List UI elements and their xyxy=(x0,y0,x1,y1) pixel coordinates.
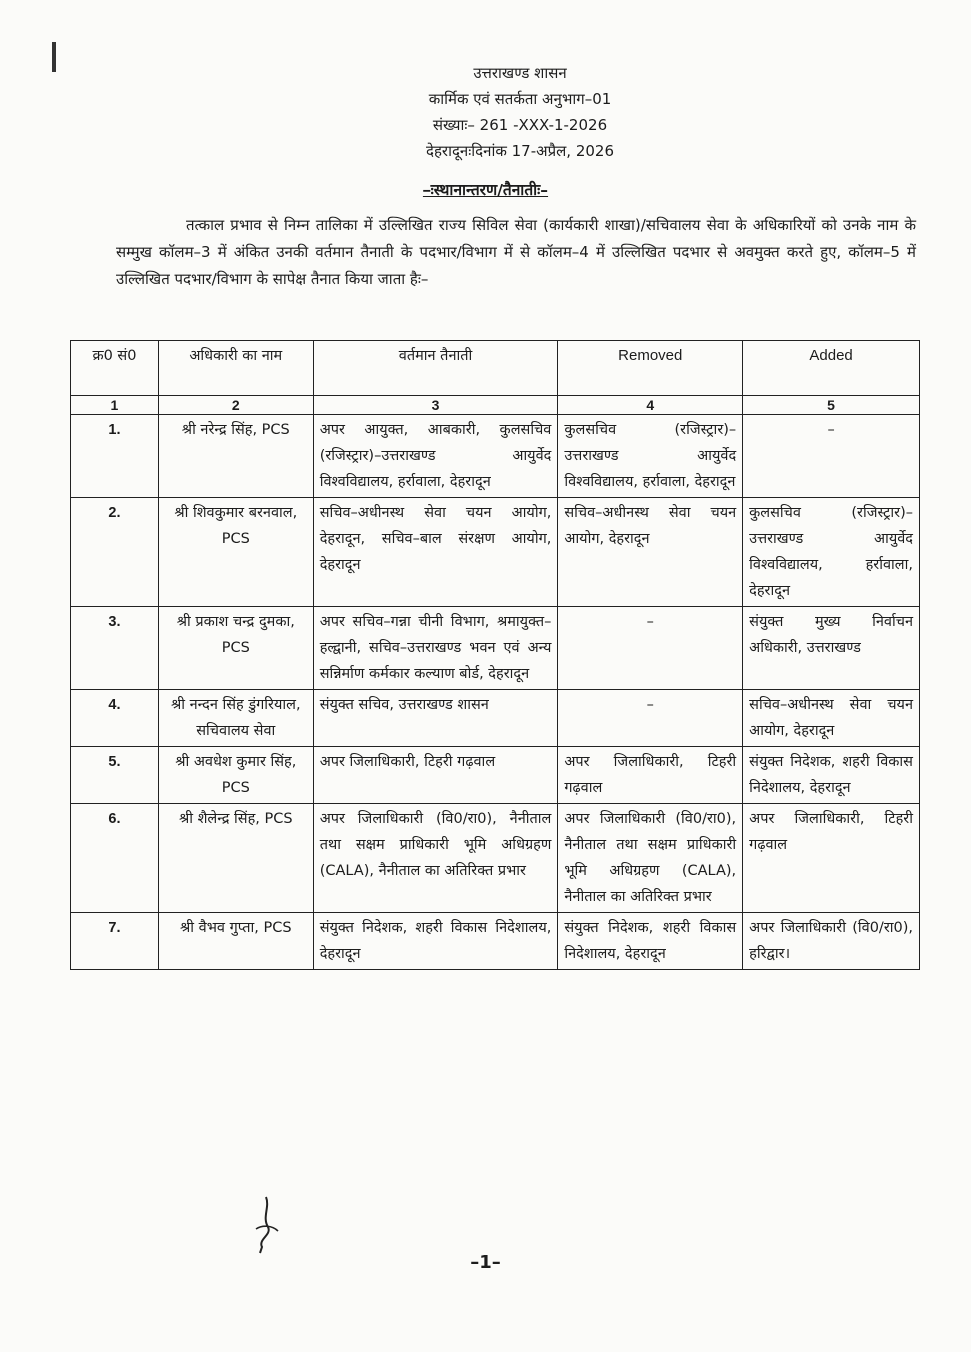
col-number: 4 xyxy=(558,396,743,415)
cell-officer-name: श्री नन्दन सिंह डुंगरियाल, सचिवालय सेवा xyxy=(158,690,313,747)
header-date: देहरादूनःदिनांक 17-अप्रैल, 2026 xyxy=(426,142,614,160)
col-number: 2 xyxy=(158,396,313,415)
transfer-table xyxy=(70,340,920,970)
cell-removed: सचिव–अधीनस्थ सेवा चयन आयोग, देहरादून xyxy=(558,498,743,607)
cell-current-posting: अपर जिलाधिकारी, टिहरी गढ़वाल xyxy=(313,747,558,804)
header-department: कार्मिक एवं सतर्कता अनुभाग–01 xyxy=(428,90,612,108)
cell-removed: – xyxy=(558,690,743,747)
margin-mark xyxy=(52,42,56,72)
signature-mark xyxy=(252,1195,282,1255)
page-number: –1– xyxy=(470,1252,501,1273)
table-row xyxy=(71,913,920,970)
cell-current-posting: अपर आयुक्त, आबकारी, कुलसचिव (रजिस्ट्रार)–उत्तराखण्ड आयुर्वेद विश्वविद्यालय, हर्रावाला, देहरादून xyxy=(313,415,558,498)
table-row xyxy=(71,498,920,607)
cell-current-posting: अपर जिलाधिकारी (वि0/रा0), नैनीताल तथा सक्षम प्राधिकारी भूमि अधिग्रहण (CALA), नैनीताल का अतिरिक्त प्रभार xyxy=(313,804,558,913)
cell-officer-name: श्री शिवकुमार बरनवाल, PCS xyxy=(158,498,313,607)
table-row xyxy=(71,747,920,804)
cell-added: संयुक्त निदेशक, शहरी विकास निदेशालय, देहरादून xyxy=(743,747,920,804)
table-row xyxy=(71,607,920,690)
cell-added: कुलसचिव (रजिस्ट्रार)–उत्तराखण्ड आयुर्वेद विश्वविद्यालय, हर्रावाला, देहरादून xyxy=(743,498,920,607)
cell-removed: कुलसचिव (रजिस्ट्रार)–उत्तराखण्ड आयुर्वेद विश्वविद्यालय, हर्रावाला, देहरादून xyxy=(558,415,743,498)
cell-sno: 4. xyxy=(71,690,159,747)
table-header-row xyxy=(71,341,920,396)
cell-added: संयुक्त मुख्य निर्वाचन अधिकारी, उत्तराखण्ड xyxy=(743,607,920,690)
order-paragraph: तत्काल प्रभाव से निम्न तालिका में उल्लिखित राज्य सिविल सेवा (कार्यकारी शाखा)/सचिवालय सेवा के अधिकारियों को उनके नाम के सम्मुख कॉलम–3 में अंकित उनकी वर्तमान तैनाती के पदभार/विभाग में से कॉलम–4 में उल्लिखित पदभार से अवमुक्त करते हुए, कॉलम–5 में उल्लिखित पदभार/विभाग के सापेक्ष तैनात किया जाता हैः– xyxy=(116,216,916,288)
cell-added: सचिव–अधीनस्थ सेवा चयन आयोग, देहरादून xyxy=(743,690,920,747)
col-header-sno: क्र0 सं0 xyxy=(71,341,159,396)
cell-sno: 1. xyxy=(71,415,159,498)
cell-removed: अपर जिलाधिकारी, टिहरी गढ़वाल xyxy=(558,747,743,804)
table-row xyxy=(71,804,920,913)
cell-added: – xyxy=(743,415,920,498)
document-header xyxy=(300,60,740,164)
cell-current-posting: अपर सचिव–गन्ना चीनी विभाग, श्रमायुक्त–हल्द्वानी, सचिव–उत्तराखण्ड भवन एवं अन्य सन्निर्माण कर्मकार कल्याण बोर्ड, देहरादून xyxy=(313,607,558,690)
col-header-name: अधिकारी का नाम xyxy=(158,341,313,396)
header-number: संख्याः– 261 -XXX-1-2026 xyxy=(432,116,608,134)
cell-current-posting: संयुक्त निदेशक, शहरी विकास निदेशालय, देहरादून xyxy=(313,913,558,970)
cell-officer-name: श्री अवधेश कुमार सिंह, PCS xyxy=(158,747,313,804)
cell-added: अपर जिलाधिकारी, टिहरी गढ़वाल xyxy=(743,804,920,913)
cell-sno: 6. xyxy=(71,804,159,913)
col-header-removed: Removed xyxy=(558,341,743,396)
cell-officer-name: श्री वैभव गुप्ता, PCS xyxy=(158,913,313,970)
col-number: 1 xyxy=(71,396,159,415)
cell-current-posting: संयुक्त सचिव, उत्तराखण्ड शासन xyxy=(313,690,558,747)
col-header-added: Added xyxy=(743,341,920,396)
column-number-row xyxy=(71,396,920,415)
cell-officer-name: श्री प्रकाश चन्द्र दुमका, PCS xyxy=(158,607,313,690)
cell-sno: 5. xyxy=(71,747,159,804)
cell-current-posting: सचिव–अधीनस्थ सेवा चयन आयोग, देहरादून, सचिव–बाल संरक्षण आयोग, देहरादून xyxy=(313,498,558,607)
table-row xyxy=(71,415,920,498)
cell-officer-name: श्री शैलेन्द्र सिंह, PCS xyxy=(158,804,313,913)
header-government: उत्तराखण्ड शासन xyxy=(473,64,567,82)
cell-removed: अपर जिलाधिकारी (वि0/रा0), नैनीताल तथा सक्षम प्राधिकारी भूमि अधिग्रहण (CALA), नैनीताल का अतिरिक्त प्रभार xyxy=(558,804,743,913)
cell-removed: – xyxy=(558,607,743,690)
table-row xyxy=(71,690,920,747)
cell-added: अपर जिलाधिकारी (वि0/रा0), हरिद्वार। xyxy=(743,913,920,970)
cell-removed: संयुक्त निदेशक, शहरी विकास निदेशालय, देहरादून xyxy=(558,913,743,970)
cell-sno: 2. xyxy=(71,498,159,607)
col-number: 3 xyxy=(313,396,558,415)
col-header-current: वर्तमान तैनाती xyxy=(313,341,558,396)
subject-heading: –ःस्थानान्तरण/तैनातीः– xyxy=(422,181,549,199)
col-number: 5 xyxy=(743,396,920,415)
cell-sno: 3. xyxy=(71,607,159,690)
cell-sno: 7. xyxy=(71,913,159,970)
cell-officer-name: श्री नरेन्द्र सिंह, PCS xyxy=(158,415,313,498)
